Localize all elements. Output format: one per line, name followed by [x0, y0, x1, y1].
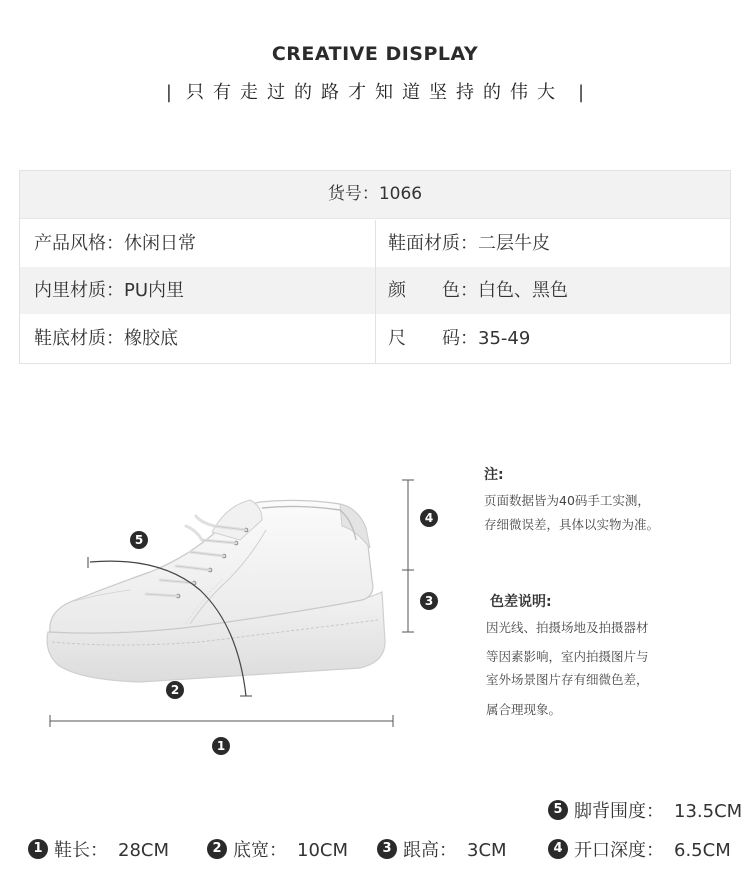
- sku-label: 货号：: [327, 184, 379, 204]
- divider-right: |: [578, 82, 585, 103]
- spec-cell-upper: [388, 220, 550, 267]
- measurement-label: 跟高：: [403, 840, 457, 861]
- measurement-badge: 1: [28, 839, 48, 859]
- color-note-title: 色差说明:: [490, 594, 552, 610]
- spec-label: 内里材质：: [34, 280, 124, 301]
- note-line: 页面数据皆为40码手工实测，: [484, 493, 650, 508]
- spec-value: 白色、黑色: [478, 280, 568, 301]
- color-note-line: 室外场景图片存有细微色差，: [486, 672, 649, 687]
- measurement-sole-width: [207, 838, 348, 864]
- marker-3-badge: 3: [420, 592, 438, 610]
- header-subtitle: [0, 78, 750, 104]
- header-title: CREATIVE DISPLAY: [271, 43, 479, 65]
- shoe-illustration: [0, 380, 470, 780]
- spec-value: 二层牛皮: [478, 233, 550, 254]
- measurement-heel-height: [377, 838, 507, 864]
- measurement-label: 开口深度：: [574, 840, 664, 861]
- measurement-label: 鞋长：: [54, 840, 108, 861]
- spec-value: PU内里: [124, 280, 185, 301]
- spec-row-sku: [20, 171, 730, 218]
- spec-label: 产品风格：: [34, 233, 124, 254]
- measurement-value: 28CM: [118, 840, 170, 861]
- measurement-opening-depth: [548, 838, 731, 864]
- measurement-value: 3CM: [467, 840, 507, 861]
- measurement-badge: 2: [207, 839, 227, 859]
- spec-label: 鞋面材质：: [388, 233, 478, 254]
- row-divider: [20, 218, 730, 219]
- measurement-length: [28, 838, 169, 864]
- color-note-line: 等因素影响，室内拍摄图片与: [486, 649, 649, 664]
- spec-table: [19, 170, 731, 364]
- measurement-instep: [548, 799, 742, 825]
- note-line: 存细微误差，具体以实物为准。: [484, 517, 660, 532]
- spec-label: 尺 码：: [388, 328, 478, 349]
- divider-left: |: [165, 82, 172, 103]
- measurement-value: 6.5CM: [674, 840, 731, 861]
- marker-1-badge: 1: [212, 737, 230, 755]
- spec-value: 橡胶底: [124, 328, 178, 349]
- measurement-label: 底宽：: [233, 840, 287, 861]
- color-note-line: 因光线、拍摄场地及拍摄器材: [486, 620, 649, 635]
- measurement-value: 10CM: [297, 840, 349, 861]
- measurement-badge: 5: [548, 800, 568, 820]
- sku-value: 1066: [378, 184, 423, 204]
- color-note-line: 属合理现象。: [486, 702, 562, 717]
- spec-cell-sole: [34, 315, 178, 362]
- motto-text: 只有走过的路才知道坚持的伟大: [186, 82, 564, 103]
- spec-value: 休闲日常: [124, 233, 196, 254]
- note-title: 注:: [484, 467, 504, 483]
- spec-cell-lining: [34, 267, 184, 314]
- sku-cell: [20, 171, 730, 218]
- measurement-badge: 3: [377, 839, 397, 859]
- spec-cell-size: [388, 315, 530, 362]
- spec-label: 颜 色：: [388, 280, 478, 301]
- measurement-badge: 4: [548, 839, 568, 859]
- spec-value: 35-49: [478, 328, 531, 349]
- measurement-label: 脚背围度：: [574, 801, 664, 822]
- marker-2-badge: 2: [166, 681, 184, 699]
- marker-4-badge: 4: [420, 509, 438, 527]
- column-divider: [375, 220, 376, 363]
- marker-5-badge: 5: [130, 531, 148, 549]
- spec-cell-style: [34, 220, 196, 267]
- shoe-diagram: [0, 380, 470, 780]
- measurement-value: 13.5CM: [674, 801, 743, 822]
- spec-label: 鞋底材质：: [34, 328, 124, 349]
- spec-cell-color: [388, 267, 568, 314]
